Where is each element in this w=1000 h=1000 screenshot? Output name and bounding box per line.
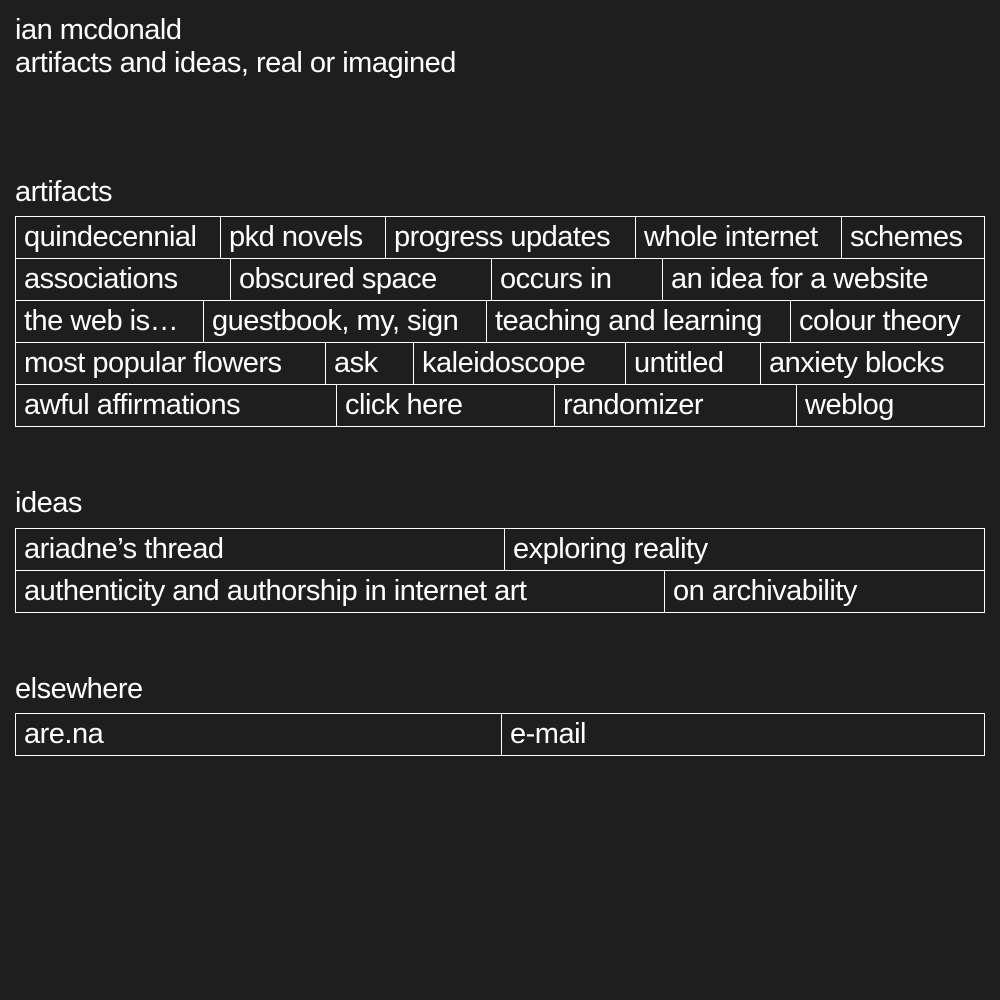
artifacts-row — [16, 385, 985, 427]
artifacts-row — [16, 217, 985, 259]
link-guestbook-my-sign[interactable]: guestbook, my, sign — [204, 301, 487, 343]
link-progress-updates[interactable]: progress updates — [386, 217, 636, 259]
link-associations[interactable]: associations — [16, 259, 231, 301]
link-weblog[interactable]: weblog — [797, 385, 985, 427]
artifacts-row — [16, 343, 985, 385]
artifacts-row — [16, 259, 985, 301]
link-e-mail[interactable]: e-mail — [502, 714, 985, 756]
artifacts-grid — [15, 216, 985, 427]
site-name: ian mcdonald — [15, 14, 182, 46]
link-an-idea-for-a-website[interactable]: an idea for a website — [663, 259, 985, 301]
site-header — [15, 14, 456, 80]
link-authenticity-and-authorship[interactable]: authenticity and authorship in internet art — [16, 571, 665, 613]
ideas-row — [16, 529, 985, 571]
link-are-na[interactable]: are.na — [16, 714, 502, 756]
link-schemes[interactable]: schemes — [842, 217, 985, 259]
link-untitled[interactable]: untitled — [626, 343, 761, 385]
link-the-web-is[interactable]: the web is… — [16, 301, 204, 343]
elsewhere-grid — [15, 713, 985, 756]
link-on-archivability[interactable]: on archivability — [665, 571, 985, 613]
site-tagline: artifacts and ideas, real or imagined — [15, 47, 456, 79]
link-most-popular-flowers[interactable]: most popular flowers — [16, 343, 326, 385]
artifacts-row — [16, 301, 985, 343]
link-whole-internet[interactable]: whole internet — [636, 217, 842, 259]
link-exploring-reality[interactable]: exploring reality — [505, 529, 985, 571]
ideas-row — [16, 571, 985, 613]
link-teaching-and-learning[interactable]: teaching and learning — [487, 301, 791, 343]
link-quindecennial[interactable]: quindecennial — [16, 217, 221, 259]
link-pkd-novels[interactable]: pkd novels — [221, 217, 386, 259]
ideas-grid — [15, 528, 985, 613]
link-anxiety-blocks[interactable]: anxiety blocks — [761, 343, 985, 385]
link-colour-theory[interactable]: colour theory — [791, 301, 985, 343]
section-title-elsewhere: elsewhere — [15, 673, 143, 705]
section-title-ideas: ideas — [15, 487, 82, 519]
link-obscured-space[interactable]: obscured space — [231, 259, 492, 301]
link-awful-affirmations[interactable]: awful affirmations — [16, 385, 337, 427]
section-title-artifacts: artifacts — [15, 176, 113, 208]
link-click-here[interactable]: click here — [337, 385, 555, 427]
link-kaleidoscope[interactable]: kaleidoscope — [414, 343, 626, 385]
link-randomizer[interactable]: randomizer — [555, 385, 797, 427]
link-ariadnes-thread[interactable]: ariadne’s thread — [16, 529, 505, 571]
link-ask[interactable]: ask — [326, 343, 414, 385]
elsewhere-row — [16, 714, 985, 756]
link-occurs-in[interactable]: occurs in — [492, 259, 663, 301]
